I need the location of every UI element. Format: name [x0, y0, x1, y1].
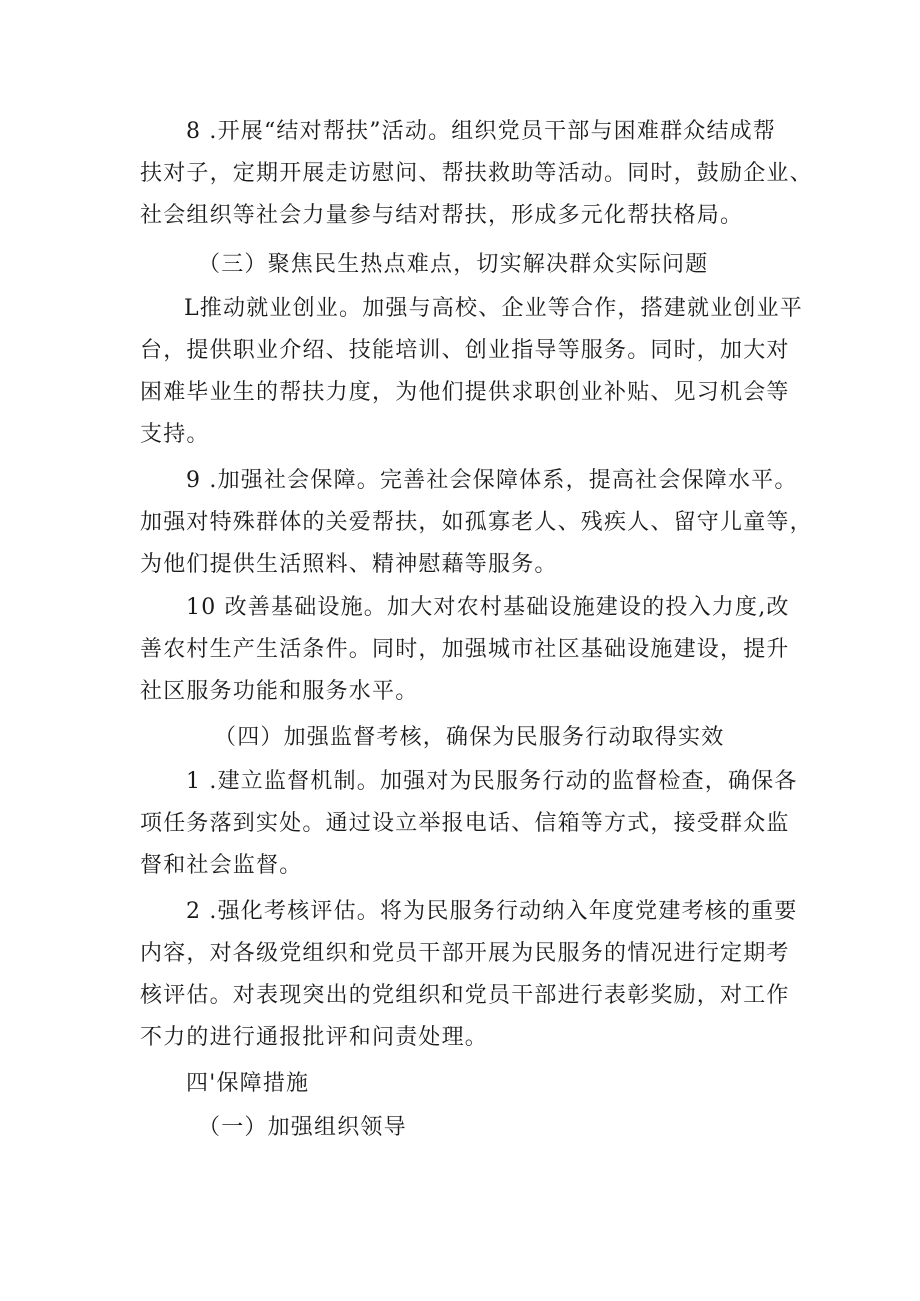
- text-line: 社会组织等社会力量参与结对帮扶，形成多元化帮扶格局。: [140, 203, 744, 228]
- text-line: 善农村生产生活条件。同时，加强城市社区基础设施建设，提升: [140, 637, 790, 662]
- section-title-4: [140, 1063, 800, 1105]
- section-text: 四'保障措施: [186, 1071, 310, 1096]
- text-line: 核评估。对表现突出的党组织和党员干部进行表彰奖励，对工作: [140, 983, 790, 1008]
- text-line: 加强对特殊群体的关爱帮扶，如孤寡老人、残疾人、留守儿童等，: [140, 510, 813, 535]
- text-line: 困难毕业生的帮扶力度，为他们提供求职创业补贴、见习机会等: [140, 380, 790, 405]
- text-line: 1 .建立监督机制。加强对为民服务行动的监督检查，确保各: [186, 769, 798, 794]
- section-heading-1: [140, 1107, 800, 1149]
- paragraph-item-8: [140, 111, 813, 237]
- text-line: 9 .加强社会保障。完善社会保障体系，提高社会保障水平。: [186, 468, 798, 493]
- heading-text: （四）加强监督考核，确保为民服务行动取得实效: [214, 725, 725, 750]
- heading-text: （三）聚焦民生热点难点，切实解决群众实际问题: [198, 252, 709, 277]
- text-line: 督和社会监督。: [140, 853, 303, 878]
- paragraph-item-9: [140, 460, 813, 586]
- text-line: 扶对子，定期开展走访慰问、帮扶救助等活动。同时，鼓励企业、: [140, 161, 813, 186]
- text-line: 内容，对各级党组织和党员干部开展为民服务的情况进行定期考: [140, 941, 790, 966]
- section-heading-3: [140, 244, 800, 286]
- text-line: 8 .开展“结对帮扶”活动。组织党员干部与困难群众结成帮: [186, 119, 777, 144]
- text-line: 社区服务功能和服务水平。: [140, 679, 419, 704]
- text-line: L推动就业创业。加强与高校、企业等合作，搭建就业创业平: [184, 296, 804, 321]
- heading-text: （一）加强组织领导: [198, 1115, 407, 1140]
- paragraph-employment: [140, 288, 804, 456]
- text-line: 为他们提供生活照料、精神慰藉等服务。: [140, 552, 558, 577]
- text-line: 支持。: [140, 422, 210, 447]
- section-heading-4: [140, 717, 800, 759]
- text-line: 台，提供职业介绍、技能培训、创业指导等服务。同时，加大对: [140, 338, 790, 363]
- paragraph-item-2: [140, 891, 800, 1059]
- text-line: 10 改善基础设施。加大对农村基础设施建设的投入力度,改: [186, 595, 790, 620]
- text-line: 2 .强化考核评估。将为民服务行动纳入年度党建考核的重要: [186, 899, 798, 924]
- paragraph-item-10: [140, 587, 800, 713]
- text-line: 不力的进行通报批评和问责处理。: [140, 1025, 489, 1050]
- paragraph-item-1: [140, 761, 800, 887]
- text-line: 项任务落到实处。通过设立举报电话、信箱等方式，接受群众监: [140, 811, 790, 836]
